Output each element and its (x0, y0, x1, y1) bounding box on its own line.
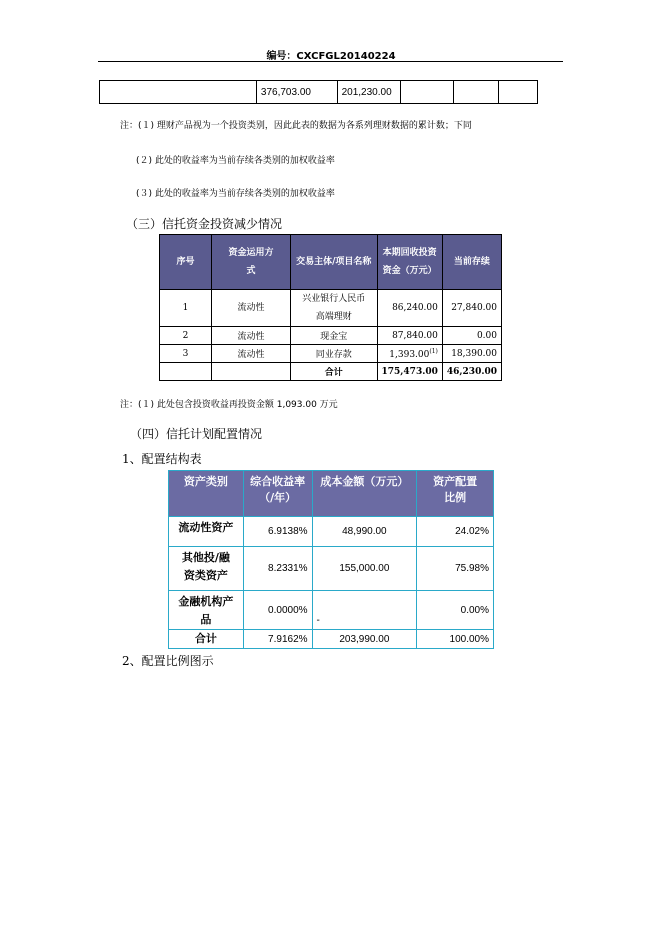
cell-3: 201,230.00 (337, 81, 400, 104)
table-header-row (169, 471, 494, 517)
table-row (100, 81, 538, 104)
cell-yield: 0.0000% (243, 591, 312, 630)
cell-method: 流动性 (212, 327, 291, 345)
subsection-2-title: 2、配置比例图示 (122, 654, 214, 668)
header-cost: 成本金额（万元） (312, 471, 417, 517)
header-balance: 当前存续 (442, 235, 501, 290)
cell-yield: 8.2331% (243, 547, 312, 591)
cell-empty (212, 363, 291, 381)
table-row (169, 517, 494, 547)
section-3-title: （三）信托资金投资减少情况 (126, 217, 283, 231)
cell-method: 流动性 (212, 290, 291, 327)
total-ratio: 100.00% (417, 630, 494, 649)
cell-recovered: 86,240.00 (377, 290, 442, 327)
cell-cost: - (312, 591, 417, 630)
cell-name: 同业存款 (291, 345, 377, 363)
cell-balance: 0.00 (442, 327, 501, 345)
table-header-row (160, 235, 502, 290)
note-2: (２) 此处的收益率为当前存续各类别的加权收益率 (136, 156, 335, 166)
header-name: 交易主体/项目名称 (291, 235, 377, 290)
total-cost: 203,990.00 (312, 630, 417, 649)
carryover-table-row (99, 80, 538, 104)
cell-ratio: 0.00% (417, 591, 494, 630)
cell-recovered (377, 345, 442, 363)
table-row (160, 345, 502, 363)
cell-1 (100, 81, 257, 104)
note-section-3: 注：(１) 此处包含投资收益再投资金额 1,093.00 万元 (120, 400, 338, 410)
cell-balance: 18,390.00 (442, 345, 501, 363)
cell-ratio: 24.02% (417, 517, 494, 547)
cell-method: 流动性 (212, 345, 291, 363)
cell-2: 376,703.00 (256, 81, 337, 104)
table-row (169, 591, 494, 630)
cell-ratio: 75.98% (417, 547, 494, 591)
cell-category: 其他投/融资类资产 (169, 547, 244, 591)
total-label: 合计 (291, 363, 377, 381)
header-method: 资金运用方式 (212, 235, 291, 290)
cell-no: 3 (160, 345, 212, 363)
note-1: 注：(１) 理财产品视为一个投资类别，因此此表的数据为各系列理财数据的累计数；下同 (120, 121, 472, 131)
cell-category: 流动性资产 (169, 517, 244, 547)
total-label: 合计 (169, 630, 244, 649)
cell-yield: 6.9138% (243, 517, 312, 547)
cell-name: 现金宝 (291, 327, 377, 345)
table-row (160, 327, 502, 345)
table-row (169, 547, 494, 591)
cell-6 (499, 81, 538, 104)
cell-5 (453, 81, 498, 104)
cell-recovered: 87,840.00 (377, 327, 442, 345)
cell-cost: 48,990.00 (312, 517, 417, 547)
header-recovered: 本期回收投资资金（万元） (377, 235, 442, 290)
header-yield: 综合收益率（/年） (243, 471, 312, 517)
cell-name: 兴业银行人民币高端理财 (291, 290, 377, 327)
header-category: 资产类别 (169, 471, 244, 517)
total-recovered: 175,473.00 (377, 363, 442, 381)
recovered-value: 1,393.00 (389, 349, 430, 360)
investment-decrease-table (159, 234, 502, 381)
note-3: (３) 此处的收益率为当前存续各类别的加权收益率 (136, 189, 335, 199)
section-4-title: （四）信托计划配置情况 (130, 427, 263, 441)
total-balance: 46,230.00 (442, 363, 501, 381)
footnote-mark: (1) (429, 347, 438, 355)
header-rule (98, 61, 563, 62)
cell-4 (400, 81, 453, 104)
total-row (160, 363, 502, 381)
table-row (160, 290, 502, 327)
cell-empty (160, 363, 212, 381)
allocation-table (168, 470, 494, 649)
cell-cost: 155,000.00 (312, 547, 417, 591)
header-ratio: 资产配置比例 (417, 471, 494, 517)
cell-no: 2 (160, 327, 212, 345)
subsection-1-title: 1、配置结构表 (122, 452, 202, 466)
cell-no: 1 (160, 290, 212, 327)
cell-category: 金融机构产品 (169, 591, 244, 630)
document-number: 编号：CXCFGL20140224 (266, 51, 396, 62)
total-yield: 7.9162% (243, 630, 312, 649)
header-no: 序号 (160, 235, 212, 290)
total-row (169, 630, 494, 649)
cell-balance: 27,840.00 (442, 290, 501, 327)
